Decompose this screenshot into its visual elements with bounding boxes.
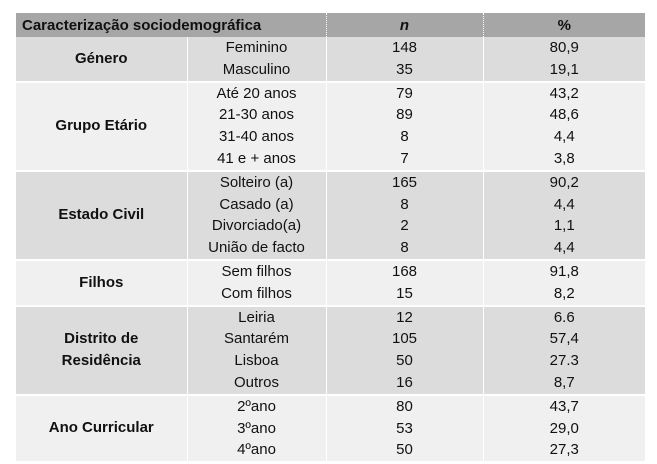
percent-cell: 80,9 [483, 37, 645, 59]
table-row [16, 171, 645, 194]
group-section [16, 171, 645, 260]
group-section [16, 37, 645, 82]
sociodemographic-table-container [16, 13, 645, 461]
percent-cell: 90,2 [483, 171, 645, 194]
category-cell: Outros [187, 372, 326, 395]
group-label [16, 306, 187, 395]
n-cell: 16 [326, 372, 483, 395]
percent-cell: 27,3 [483, 439, 645, 461]
category-cell: Feminino [187, 37, 326, 59]
category-cell: 31-40 anos [187, 126, 326, 148]
n-cell: 12 [326, 306, 483, 329]
category-cell: Leiria [187, 306, 326, 329]
percent-cell: 8,2 [483, 283, 645, 306]
n-cell: 148 [326, 37, 483, 59]
n-cell: 7 [326, 148, 483, 171]
percent-cell: 3,8 [483, 148, 645, 171]
percent-cell: 29,0 [483, 418, 645, 440]
category-cell: União de facto [187, 237, 326, 260]
table-row [16, 395, 645, 418]
percent-cell: 1,1 [483, 215, 645, 237]
percent-cell: 4,4 [483, 126, 645, 148]
group-label: Grupo Etário [16, 82, 187, 171]
table-row [16, 37, 645, 59]
group-label: Género [16, 37, 187, 82]
percent-cell: 27.3 [483, 350, 645, 372]
category-cell: Lisboa [187, 350, 326, 372]
group-label-line: Residência [61, 352, 141, 370]
table-title: Caracterização sociodemográfica [16, 13, 326, 37]
group-label-line: Distrito de [64, 330, 139, 348]
category-cell: 2ºano [187, 395, 326, 418]
n-cell: 168 [326, 260, 483, 283]
category-cell: 41 e + anos [187, 148, 326, 171]
n-cell: 89 [326, 104, 483, 126]
n-cell: 165 [326, 171, 483, 194]
table-header-row [16, 13, 645, 37]
group-label: Ano Curricular [16, 395, 187, 461]
n-cell: 8 [326, 237, 483, 260]
percent-cell: 4,4 [483, 237, 645, 260]
n-cell: 8 [326, 126, 483, 148]
category-cell: Sem filhos [187, 260, 326, 283]
group-label: Filhos [16, 260, 187, 306]
table-row [16, 82, 645, 105]
group-label: Estado Civil [16, 171, 187, 260]
category-cell: 21-30 anos [187, 104, 326, 126]
percent-cell: 43,2 [483, 82, 645, 105]
n-cell: 105 [326, 328, 483, 350]
percent-cell: 57,4 [483, 328, 645, 350]
group-section [16, 395, 645, 461]
n-cell: 53 [326, 418, 483, 440]
n-cell: 2 [326, 215, 483, 237]
percent-cell: 91,8 [483, 260, 645, 283]
n-cell: 50 [326, 439, 483, 461]
percent-cell: 19,1 [483, 59, 645, 82]
category-cell: 4ºano [187, 439, 326, 461]
category-cell: Santarém [187, 328, 326, 350]
n-column-header: n [326, 13, 483, 37]
group-section [16, 306, 645, 395]
percent-cell: 8,7 [483, 372, 645, 395]
n-cell: 15 [326, 283, 483, 306]
group-section [16, 82, 645, 171]
category-cell: Até 20 anos [187, 82, 326, 105]
sociodemographic-table [16, 13, 645, 461]
n-cell: 35 [326, 59, 483, 82]
percent-cell: 48,6 [483, 104, 645, 126]
category-cell: 3ºano [187, 418, 326, 440]
category-cell: Casado (a) [187, 194, 326, 216]
percent-cell: 43,7 [483, 395, 645, 418]
n-cell: 79 [326, 82, 483, 105]
n-cell: 80 [326, 395, 483, 418]
percent-cell: 6.6 [483, 306, 645, 329]
category-cell: Masculino [187, 59, 326, 82]
category-cell: Com filhos [187, 283, 326, 306]
n-cell: 50 [326, 350, 483, 372]
table-row [16, 306, 645, 329]
percent-cell: 4,4 [483, 194, 645, 216]
percent-column-header: % [483, 13, 645, 37]
table-row [16, 260, 645, 283]
n-cell: 8 [326, 194, 483, 216]
category-cell: Divorciado(a) [187, 215, 326, 237]
group-section [16, 260, 645, 306]
category-cell: Solteiro (a) [187, 171, 326, 194]
